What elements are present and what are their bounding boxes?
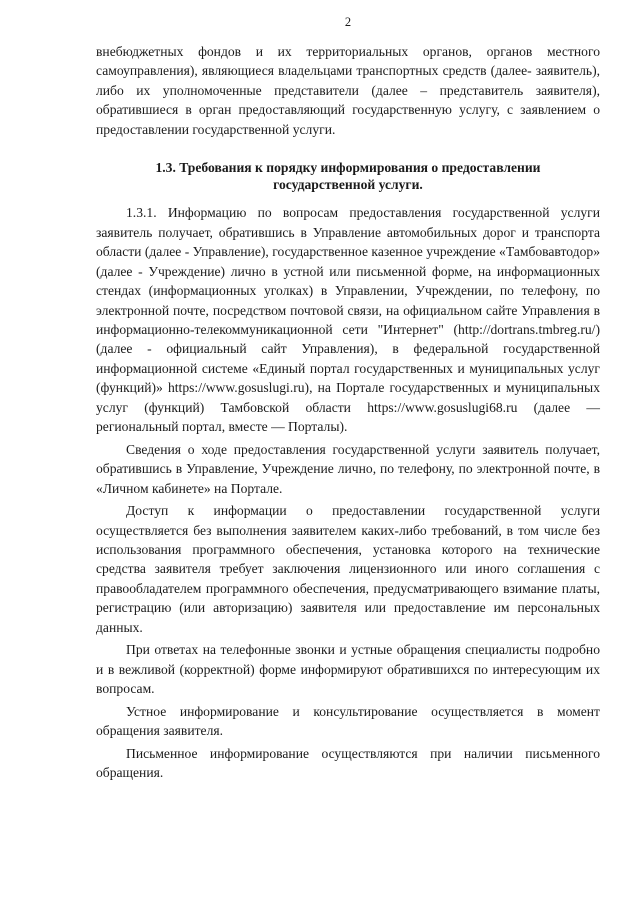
paragraph-status-info: Сведения о ходе предоставления государственной услуги заявитель получает, обратившись в Управление, Учреждение лично, по телефону, по электронной почте, в «Личном кабинете» на Портале. <box>96 441 600 496</box>
intro-paragraph: внебюджетных фондов и их территориальных органов, органов местного самоуправления), являющиеся владельцами транспортных средств (далее- заявитель), либо их уполномоченные представители (далее – представитель заявителя), обратившиеся в орган предоставляющий государственную услугу, с заявлением о предоставлении государственной услуги. <box>96 44 600 137</box>
document-page <box>96 14 600 782</box>
section-heading <box>96 159 600 193</box>
page-number: 2 <box>344 15 352 29</box>
paragraph-access-info: Доступ к информации о предоставлении государственной услуги осуществляется без выполнения заявителем каких-либо требований, в том числе без использования программного обеспечения, установка которого на технические средства заявителя требует заключения лицензионного или иного соглашения с правообладателем программного обеспечения, предусматривающего взимание платы, регистрацию (или авторизацию) заявителя или предоставление им персональных данных. <box>96 503 600 635</box>
paragraph-oral-info: Устное информирование и консультирование осуществляется в момент обращения заявителя. <box>96 703 600 739</box>
paragraph-phone-answers: При ответах на телефонные звонки и устные обращения специалисты подробно и в вежливой (корректной) форме информируют обратившихся по интересующим их вопросам. <box>96 642 600 697</box>
section-heading-line-1: 1.3. Требования к порядку информирования о предоставлении <box>155 160 541 176</box>
section-heading-line-2: государственной услуги. <box>273 177 423 193</box>
paragraph-written-info: Письменное информирование осуществляются при наличии письменного обращения. <box>96 745 600 780</box>
paragraph-1-3-1: 1.3.1. Информацию по вопросам предоставления государственной услуги заявитель получает, обратившись в Управление автомобильных дорог и транспорта области (далее - Управление), государственное казенное учреждение «Тамбовавтодор» (далее - Учреждение) лично в устной или письменной форме, на информационных стендах (информационных уголках) в Управлении, Учреждении, по телефону, по электронной почте, посредством почтовой связи, на официальном сайте Управления в информационно-телекоммуникационной сети "Интернет" (http://dortrans.tmbreg.ru/) (далее - официальный сайт Управления), в федеральной государственной информационной системе «Единый портал государственных и муниципальных услуг (функций)» https://www.gosuslugi.ru), на Портале государственных и муниципальных услуг (функций) Тамбовской области https://www.gosuslugi68.ru (далее — региональный портал, вместе — Порталы). <box>96 205 600 435</box>
